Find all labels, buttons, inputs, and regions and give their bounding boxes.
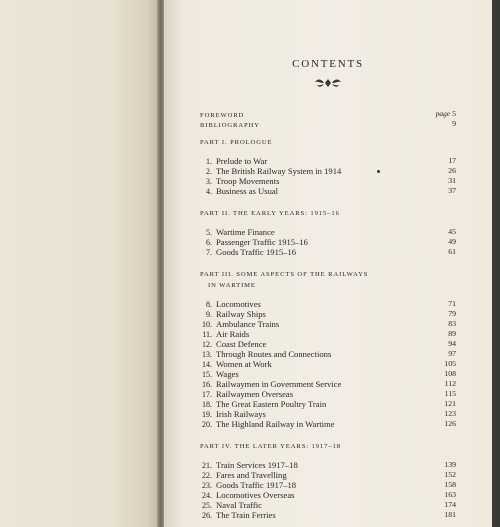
toc-entry[interactable] [200,470,456,480]
chapter-title: Passenger Traffic 1915–16 [216,237,308,247]
toc-entry[interactable] [200,500,456,510]
chapter-title: The British Railway System in 1914 [216,166,342,176]
chapter-number: 7. [206,248,212,257]
entry-page: 9 [452,119,456,128]
page-edge [492,0,500,527]
chapter-page: 71 [448,299,456,308]
toc-entry-bibliography[interactable] [200,119,456,129]
chapter-page: 181 [444,510,456,519]
chapter-title: Railwaymen in Government Service [216,379,342,389]
ink-speck [377,170,380,173]
chapter-number: 22. [202,471,212,480]
chapter-number: 26. [202,511,212,520]
toc-entry[interactable] [200,490,456,500]
part-heading: PART I. PROLOGUE [200,139,273,146]
part-chapters [200,460,456,520]
chapter-page: 79 [448,309,456,318]
chapter-page: 105 [444,359,456,368]
chapter-number: 11. [202,330,212,339]
chapter-page: 108 [444,369,456,378]
part-heading-continued: IN WARTIME [208,282,256,289]
chapter-page: 83 [448,319,456,328]
toc-entry[interactable] [200,349,456,359]
toc-entry[interactable] [200,389,456,399]
toc-entry[interactable] [200,329,456,339]
part-chapters [200,156,456,196]
toc-entry[interactable] [200,176,456,186]
chapter-page: 152 [444,470,456,479]
chapter-number: 1. [206,157,212,166]
chapter-page: 94 [448,339,456,348]
chapter-page: 49 [448,237,456,246]
toc-entry[interactable] [200,480,456,490]
chapter-page: 37 [448,186,456,195]
toc-entry[interactable] [200,409,456,419]
toc-entry[interactable] [200,339,456,349]
chapter-page: 139 [444,460,456,469]
chapter-page: 31 [448,176,456,185]
chapter-page: 174 [444,500,456,509]
chapter-page: 26 [448,166,456,175]
ornament-icon [310,76,346,90]
contents-page [164,0,492,527]
entry-page: page 5 [435,109,456,118]
chapter-title: The Train Ferries [216,510,276,520]
chapter-title: Through Routes and Connections [216,349,332,359]
chapter-title: Women at Work [216,359,272,369]
chapter-number: 17. [202,390,212,399]
toc-entry[interactable] [200,399,456,409]
chapter-number: 15. [202,370,212,379]
chapter-number: 20. [202,420,212,429]
chapter-title: Business as Usual [216,186,279,196]
chapter-number: 6. [206,238,212,247]
chapter-page: 45 [448,227,456,236]
chapter-number: 12. [202,340,212,349]
chapter-title: Prelude to War [216,156,268,166]
chapter-title: Locomotives Overseas [216,490,295,500]
chapter-title: Wartime Finance [216,227,275,237]
toc-entry[interactable] [200,247,456,257]
toc-entry[interactable] [200,299,456,309]
chapter-page: 89 [448,329,456,338]
chapter-number: 8. [206,300,212,309]
chapter-title: Naval Traffic [216,500,262,510]
toc-entry[interactable] [200,186,456,196]
toc-entry[interactable] [200,369,456,379]
chapter-number: 14. [202,360,212,369]
entry-title: FOREWORD [200,112,245,119]
chapter-number: 23. [202,481,212,490]
chapter-title: Troop Movements [216,176,280,186]
chapter-number: 19. [202,410,212,419]
toc-entry[interactable] [200,379,456,389]
chapter-page: 115 [444,389,456,398]
toc-entry[interactable] [200,309,456,319]
chapter-number: 16. [202,380,212,389]
chapter-title: Train Services 1917–18 [216,460,298,470]
toc-entry[interactable] [200,227,456,237]
chapter-page: 121 [444,399,456,408]
left-page [0,0,160,527]
chapter-title: Irish Railways [216,409,266,419]
part-heading: PART IV. THE LATER YEARS: 1917–18 [200,443,341,450]
chapter-number: 3. [206,177,212,186]
chapter-number: 24. [202,491,212,500]
table-of-contents [200,109,456,520]
chapter-title: Goods Traffic 1917–18 [216,480,297,490]
chapter-page: 126 [444,419,456,428]
chapter-title: Goods Traffic 1915–16 [216,247,297,257]
chapter-number: 4. [206,187,212,196]
chapter-title: Railway Ships [216,309,266,319]
toc-entry[interactable] [200,510,456,520]
toc-entry-foreword[interactable] [200,109,456,119]
chapter-title: The Great Eastern Poultry Train [216,399,327,409]
chapter-title: Air Raids [216,329,250,339]
entry-title: BIBLIOGRAPHY [200,122,260,129]
chapter-number: 5. [206,228,212,237]
chapter-title: Coast Defence [216,339,267,349]
chapter-number: 10. [202,320,212,329]
part-chapters [200,227,456,257]
chapter-number: 18. [202,400,212,409]
chapter-title: Fares and Travelling [216,470,287,480]
chapter-page: 97 [448,349,456,358]
chapter-page: 112 [444,379,456,388]
toc-entry[interactable] [200,237,456,247]
toc-entry[interactable] [200,359,456,369]
chapter-page: 163 [444,490,456,499]
chapter-title: Locomotives [216,299,261,309]
chapter-title: Wages [216,369,239,379]
chapter-page: 17 [448,156,456,165]
chapter-title: The Highland Railway in Wartime [216,419,335,429]
chapter-number: 21. [202,461,212,470]
toc-entry[interactable] [200,156,456,166]
chapter-page: 158 [444,480,456,489]
chapter-page: 123 [444,409,456,418]
chapter-title: Railwaymen Overseas [216,389,294,399]
page-label: page [435,109,451,118]
chapter-number: 25. [202,501,212,510]
part-heading: PART III. SOME ASPECTS OF THE RAILWAYS [200,271,369,278]
part-heading: PART II. THE EARLY YEARS: 1915–16 [200,210,340,217]
toc-entry[interactable] [200,460,456,470]
part-chapters [200,299,456,429]
page-title: CONTENTS [292,58,364,70]
chapter-number: 13. [202,350,212,359]
toc-entry[interactable] [200,419,456,429]
chapter-number: 9. [206,310,212,319]
chapter-title: Ambulance Trains [216,319,280,329]
chapter-page: 61 [448,247,456,256]
toc-entry[interactable] [200,319,456,329]
toc-entry[interactable] [200,166,456,176]
chapter-number: 2. [206,167,212,176]
